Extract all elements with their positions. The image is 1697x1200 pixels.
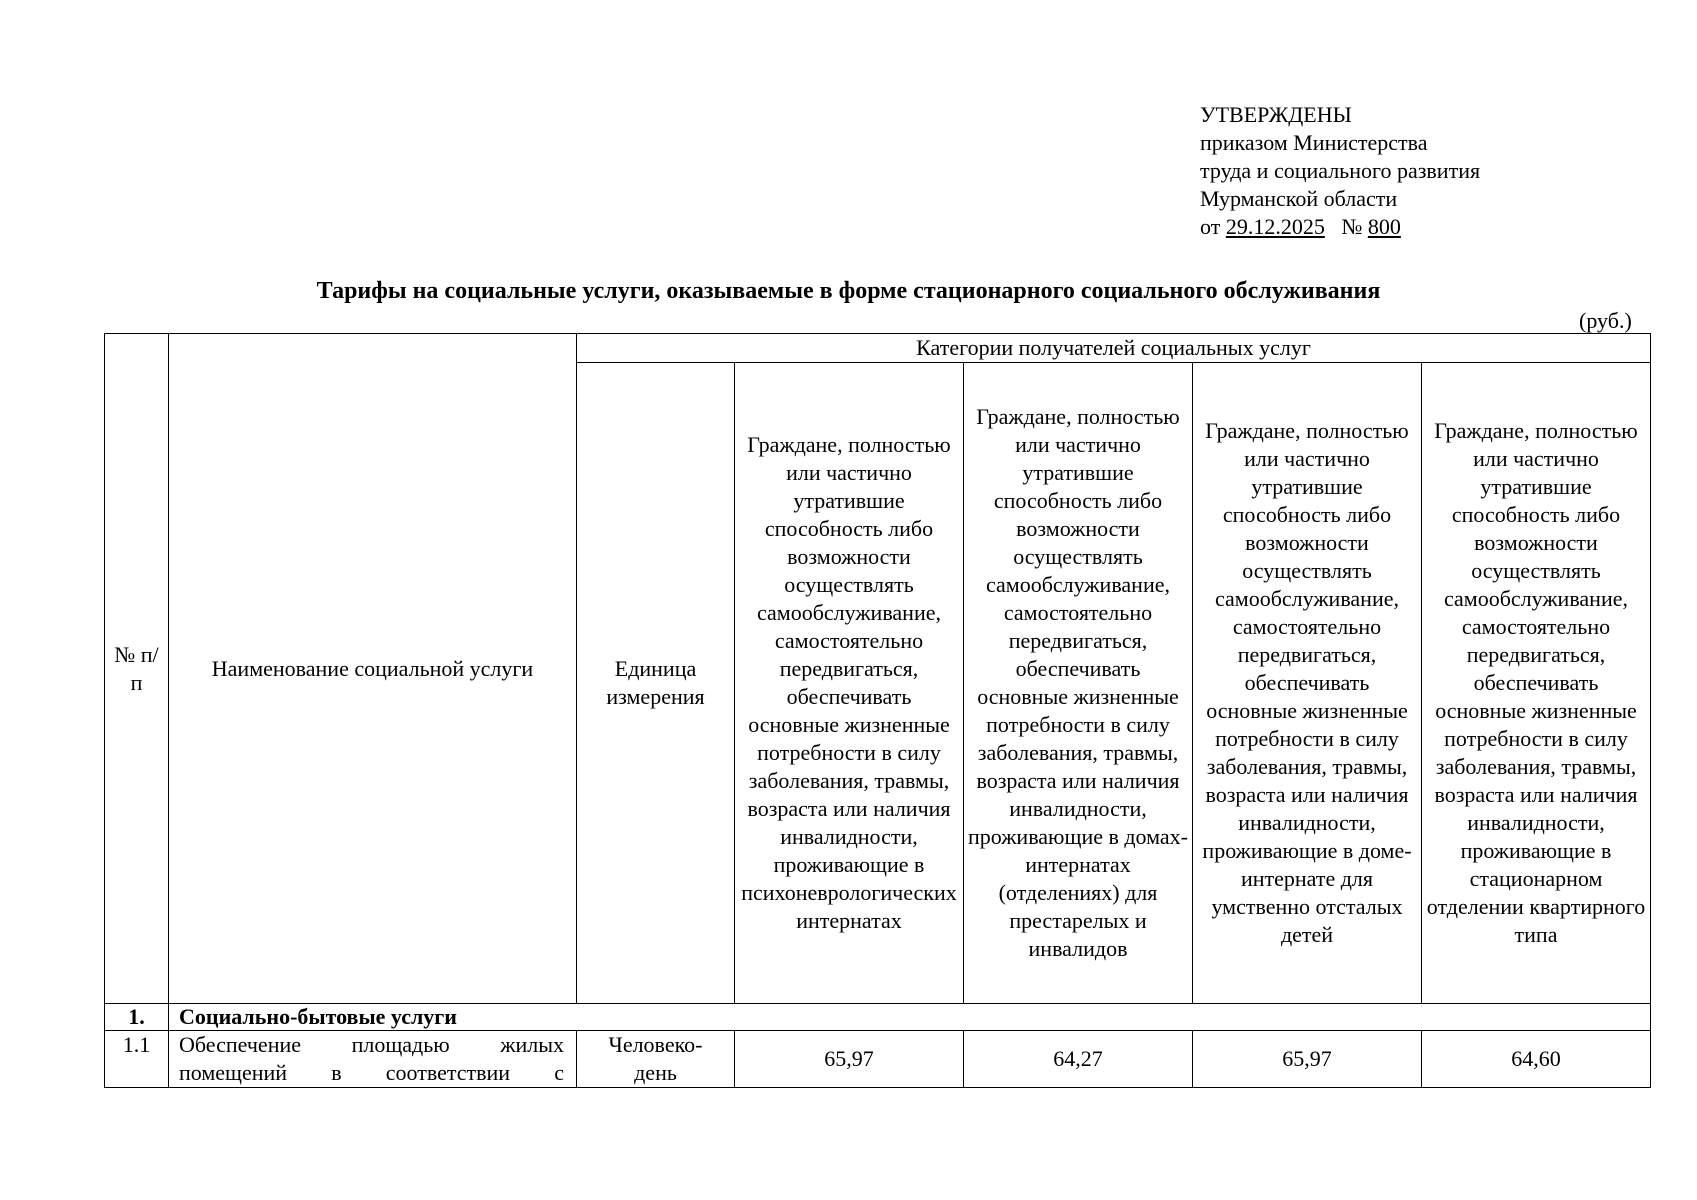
document-title: Тарифы на социальные услуги, оказываемые в форме стационарного социального обслуживания xyxy=(316,278,1381,304)
approval-prefix: от xyxy=(1200,214,1221,239)
approval-line-4: Мурманской области xyxy=(1200,186,1398,211)
section-row xyxy=(105,1004,1651,1031)
header-category-4 xyxy=(1422,363,1651,1004)
section-name: Социально-бытовые услуги xyxy=(169,1004,1651,1031)
approval-order-line xyxy=(1200,213,1480,241)
header-service-name: Наименование социальной услуги xyxy=(169,334,577,1004)
row-unit: Человеко-день xyxy=(577,1031,735,1088)
row-service-name: Обеспечение площадью жилых помещений в соответствии с xyxy=(169,1031,577,1088)
row-value-category-2: 64,27 xyxy=(964,1031,1193,1088)
header-categories: Категории получателей социальных услуг xyxy=(577,334,1651,363)
approval-number-sign: № xyxy=(1341,214,1363,239)
header-category-4-text: Граждане, полностью или частично утратившие способность либо возможности осуществлять самообслуживание, самостоятельно передвигаться, обеспечивать основные жизненные потребности в силу заболевания, травмы, возраста или наличия инвалидности, проживающие в стационарном отделении квартирного типа xyxy=(1426,418,1646,947)
header-category-1 xyxy=(735,363,964,1004)
header-num: № п/п xyxy=(105,334,169,1004)
header-category-3 xyxy=(1193,363,1422,1004)
row-num: 1.1 xyxy=(105,1031,169,1088)
currency-note: (руб.) xyxy=(1579,308,1632,333)
approval-block xyxy=(1200,101,1480,241)
header-category-2 xyxy=(964,363,1193,1004)
table-row xyxy=(105,1031,1651,1088)
row-value-category-1: 65,97 xyxy=(735,1031,964,1088)
tariff-table xyxy=(104,333,1651,1088)
row-value-category-3: 65,97 xyxy=(1193,1031,1422,1088)
header-unit: Единица измерения xyxy=(577,363,735,1004)
header-category-3-text: Граждане, полностью или частично утратившие способность либо возможности осуществлять самообслуживание, самостоятельно передвигаться, обеспечивать основные жизненные потребности в силу заболевания, травмы, возраста или наличия инвалидности, проживающие в доме-интернате для умственно отсталых детей xyxy=(1202,418,1412,947)
header-category-1-text: Граждане, полностью или частично утратившие способность либо возможности осуществлять самообслуживание, самостоятельно передвигаться, обеспечивать основные жизненные потребности в силу заболевания, травмы, возраста или наличия инвалидности, проживающие в психоневрологических интернатах xyxy=(741,432,957,933)
approval-date: 29.12.2025 xyxy=(1225,214,1325,239)
approval-line-2: приказом Министерства xyxy=(1200,130,1428,155)
row-value-category-4: 64,60 xyxy=(1422,1031,1651,1088)
approval-title: УТВЕРЖДЕНЫ xyxy=(1200,102,1352,127)
header-category-2-text: Граждане, полностью или частично утратившие способность либо возможности осуществлять самообслуживание, самостоятельно передвигаться, обеспечивать основные жизненные потребности в силу заболевания, травмы, возраста или наличия инвалидности, проживающие в домах-интернатах (отделениях) для престарелых и инвалидов xyxy=(968,404,1188,961)
approval-number: 800 xyxy=(1367,214,1401,239)
section-num: 1. xyxy=(105,1004,169,1031)
approval-line-3: труда и социального развития xyxy=(1200,158,1481,183)
